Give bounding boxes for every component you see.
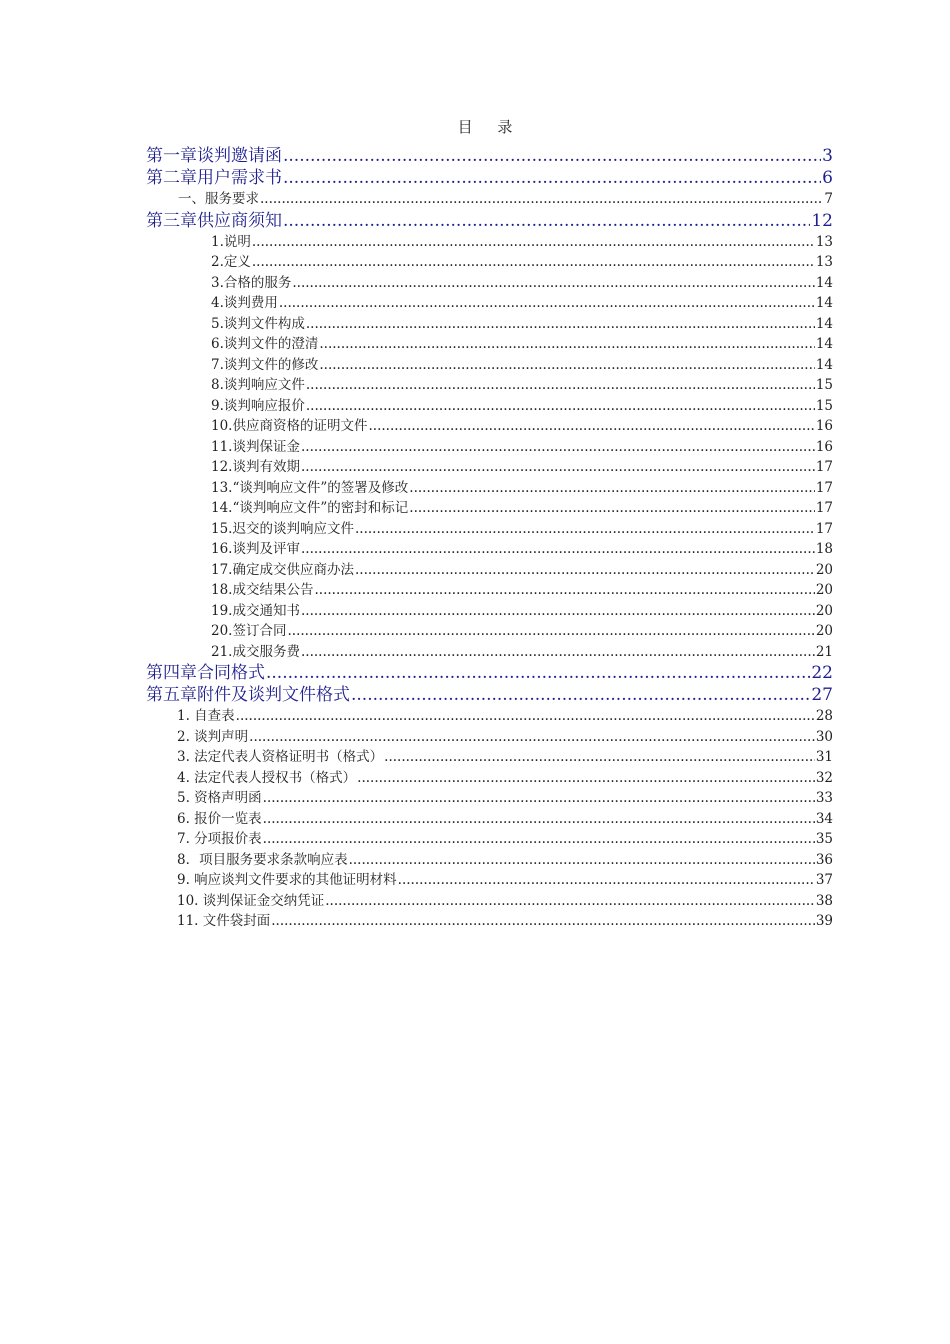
toc-item[interactable] [211,355,833,376]
page-number: 33 [815,790,833,806]
page-number: 14 [815,295,833,311]
dot-leader [301,539,815,560]
page-number: 32 [815,769,833,786]
toc-chapter-1[interactable] [146,145,833,167]
chapter-title: 谈判邀请函 [197,146,282,166]
page-number: 39 [815,913,833,929]
toc-item[interactable] [211,642,833,663]
chapter-number: 第五章 [146,685,197,705]
dot-leader [398,870,815,891]
dot-leader [319,355,814,376]
page-number: 30 [815,728,833,745]
page-number: 38 [815,892,833,909]
toc-item[interactable] [211,252,833,273]
dot-leader [263,809,815,830]
page-number: 20 [815,623,833,639]
item-title: 一、服务要求 [178,191,259,207]
dot-leader [263,829,815,850]
toc-item[interactable] [211,621,833,642]
dot-leader [271,911,815,932]
toc-item[interactable] [177,891,833,912]
page-number: 21 [815,643,833,660]
toc-item[interactable] [177,706,833,727]
dot-leader [325,891,815,912]
dot-leader [236,706,815,727]
item-title: 5. 资格声明函 [177,790,262,806]
page-number: 37 [815,872,833,888]
toc-item[interactable] [211,334,833,355]
dot-leader [301,457,815,478]
toc-item[interactable] [211,416,833,437]
toc-item[interactable] [211,293,833,314]
dot-leader [252,232,815,253]
toc-item[interactable] [177,788,833,809]
chapter-3-items [0,232,950,663]
toc-item[interactable] [178,189,833,210]
dot-leader [314,580,814,601]
toc-chapter-2[interactable] [146,167,833,189]
item-title: 9. 响应谈判文件要求的其他证明材料 [177,872,397,888]
dot-leader [292,273,814,294]
page-number: 27 [811,685,833,705]
dot-leader [409,498,815,519]
dot-leader [306,375,815,396]
item-title: 12.谈判有效期 [211,459,300,475]
toc-item[interactable] [177,727,833,748]
toc-item[interactable] [177,747,833,768]
page-number: 35 [815,831,833,847]
item-title: 8.谈判响应文件 [211,377,305,393]
dot-leader [301,601,815,622]
item-title: 16.谈判及评审 [211,541,300,557]
item-title: 20.签订合同 [211,623,287,639]
toc-item[interactable] [177,911,833,932]
table-of-contents [0,145,950,932]
chapter-number: 第四章 [146,663,197,683]
toc-item[interactable] [211,314,833,335]
item-title: 6.谈判文件的澄清 [211,336,319,352]
page-number: 20 [815,582,833,598]
page-number: 36 [815,851,833,868]
toc-item[interactable] [177,870,833,891]
item-title: 7.谈判文件的修改 [211,356,319,373]
toc-item[interactable] [211,273,833,294]
dot-leader [249,727,815,748]
page-number: 34 [815,810,833,827]
dot-leader [351,684,810,706]
item-title: 11. 文件袋封面 [177,913,271,929]
dot-leader [252,252,815,273]
page-number: 15 [815,377,833,393]
toc-chapter-4[interactable] [146,662,833,684]
page-number: 18 [815,541,833,557]
page-number: 28 [815,708,833,724]
dot-leader [349,850,815,871]
toc-item[interactable] [211,457,833,478]
toc-item[interactable] [211,539,833,560]
item-title: 1. 自查表 [177,708,235,724]
dot-leader [306,396,815,417]
toc-item[interactable] [211,519,833,540]
chapter-number: 第三章 [146,210,197,231]
item-title: 6. 报价一览表 [177,810,262,827]
page-number: 17 [815,500,833,516]
toc-item[interactable] [177,809,833,830]
dot-leader [283,145,821,167]
item-title: 3. 法定代表人资格证明书（格式） [177,749,384,765]
item-title: 11.谈判保证金 [211,438,300,455]
dot-leader [283,210,810,232]
dot-leader [287,621,814,642]
dot-leader [384,747,815,768]
item-title: 4. 法定代表人授权书（格式） [177,769,357,786]
dot-leader [306,314,815,335]
item-title: 4.谈判费用 [211,295,278,311]
page-number: 17 [815,520,833,537]
chapter-title: 用户需求书 [197,168,282,188]
item-title: 9.谈判响应报价 [211,397,305,414]
page-number: 7 [824,191,833,207]
page-number: 6 [822,168,833,188]
dot-leader [279,293,815,314]
item-title: 14.“谈判响应文件”的密封和标记 [211,500,409,516]
page-number: 13 [815,254,833,270]
page-number: 16 [815,418,833,434]
dot-leader [357,768,815,789]
page-number: 22 [811,663,833,683]
toc-item[interactable] [211,478,833,499]
toc-item[interactable] [211,232,833,253]
chapter-5-items [0,706,950,932]
item-title: 7. 分项报价表 [177,831,262,847]
page-number: 12 [811,210,833,231]
toc-item[interactable] [211,396,833,417]
item-title: 10. 谈判保证金交纳凭证 [177,892,325,909]
item-title: 17.确定成交供应商办法 [211,561,354,578]
dot-leader [301,642,815,663]
item-title: 19.成交通知书 [211,602,300,619]
toc-item[interactable] [177,850,833,871]
dot-leader [319,334,814,355]
dot-leader [283,167,821,189]
toc-item[interactable] [177,768,833,789]
page-number: 20 [815,602,833,619]
dot-leader [266,662,810,684]
chapter-number: 第一章 [146,146,197,166]
item-title: 2. 谈判声明 [177,728,249,745]
dot-leader [301,437,815,458]
dot-leader [355,560,815,581]
chapter-title: 供应商须知 [197,210,282,231]
page-number: 3 [822,146,833,166]
item-title: 2.定义 [211,254,251,270]
item-title: 18.成交结果公告 [211,582,314,598]
page-number: 14 [815,336,833,352]
dot-leader [355,519,815,540]
chapter-title: 合同格式 [197,663,265,683]
chapter-title: 附件及谈判文件格式 [197,685,350,705]
page-number: 15 [815,397,833,414]
item-title: 1.说明 [211,233,251,250]
chapter-number: 第二章 [146,168,197,188]
page-number: 14 [815,356,833,373]
item-title: 10.供应商资格的证明文件 [211,418,368,434]
toc-item[interactable] [211,601,833,622]
toc-title: 目 录 [457,118,523,136]
item-title: 8．项目服务要求条款响应表 [177,851,348,868]
page-number: 17 [815,459,833,475]
toc-chapter-3[interactable] [146,210,833,232]
page-number: 31 [815,749,833,765]
page-number: 20 [815,561,833,578]
toc-item[interactable] [211,375,833,396]
item-title: 15.迟交的谈判响应文件 [211,520,354,537]
toc-item[interactable] [211,560,833,581]
page-number: 16 [815,438,833,455]
item-title: 3.合格的服务 [211,274,292,291]
dot-leader [260,189,823,210]
toc-item[interactable] [211,580,833,601]
dot-leader [263,788,815,809]
page-number: 13 [815,233,833,250]
item-title: 21.成交服务费 [211,643,300,660]
toc-item[interactable] [211,437,833,458]
item-title: 5.谈判文件构成 [211,315,305,332]
page-number: 14 [815,274,833,291]
toc-item[interactable] [211,498,833,519]
dot-leader [368,416,814,437]
toc-item[interactable] [177,829,833,850]
page-number: 14 [815,315,833,332]
item-title: 13.“谈判响应文件”的签署及修改 [211,479,409,496]
toc-chapter-5[interactable] [146,684,833,706]
dot-leader [409,478,815,499]
page-number: 17 [815,479,833,496]
